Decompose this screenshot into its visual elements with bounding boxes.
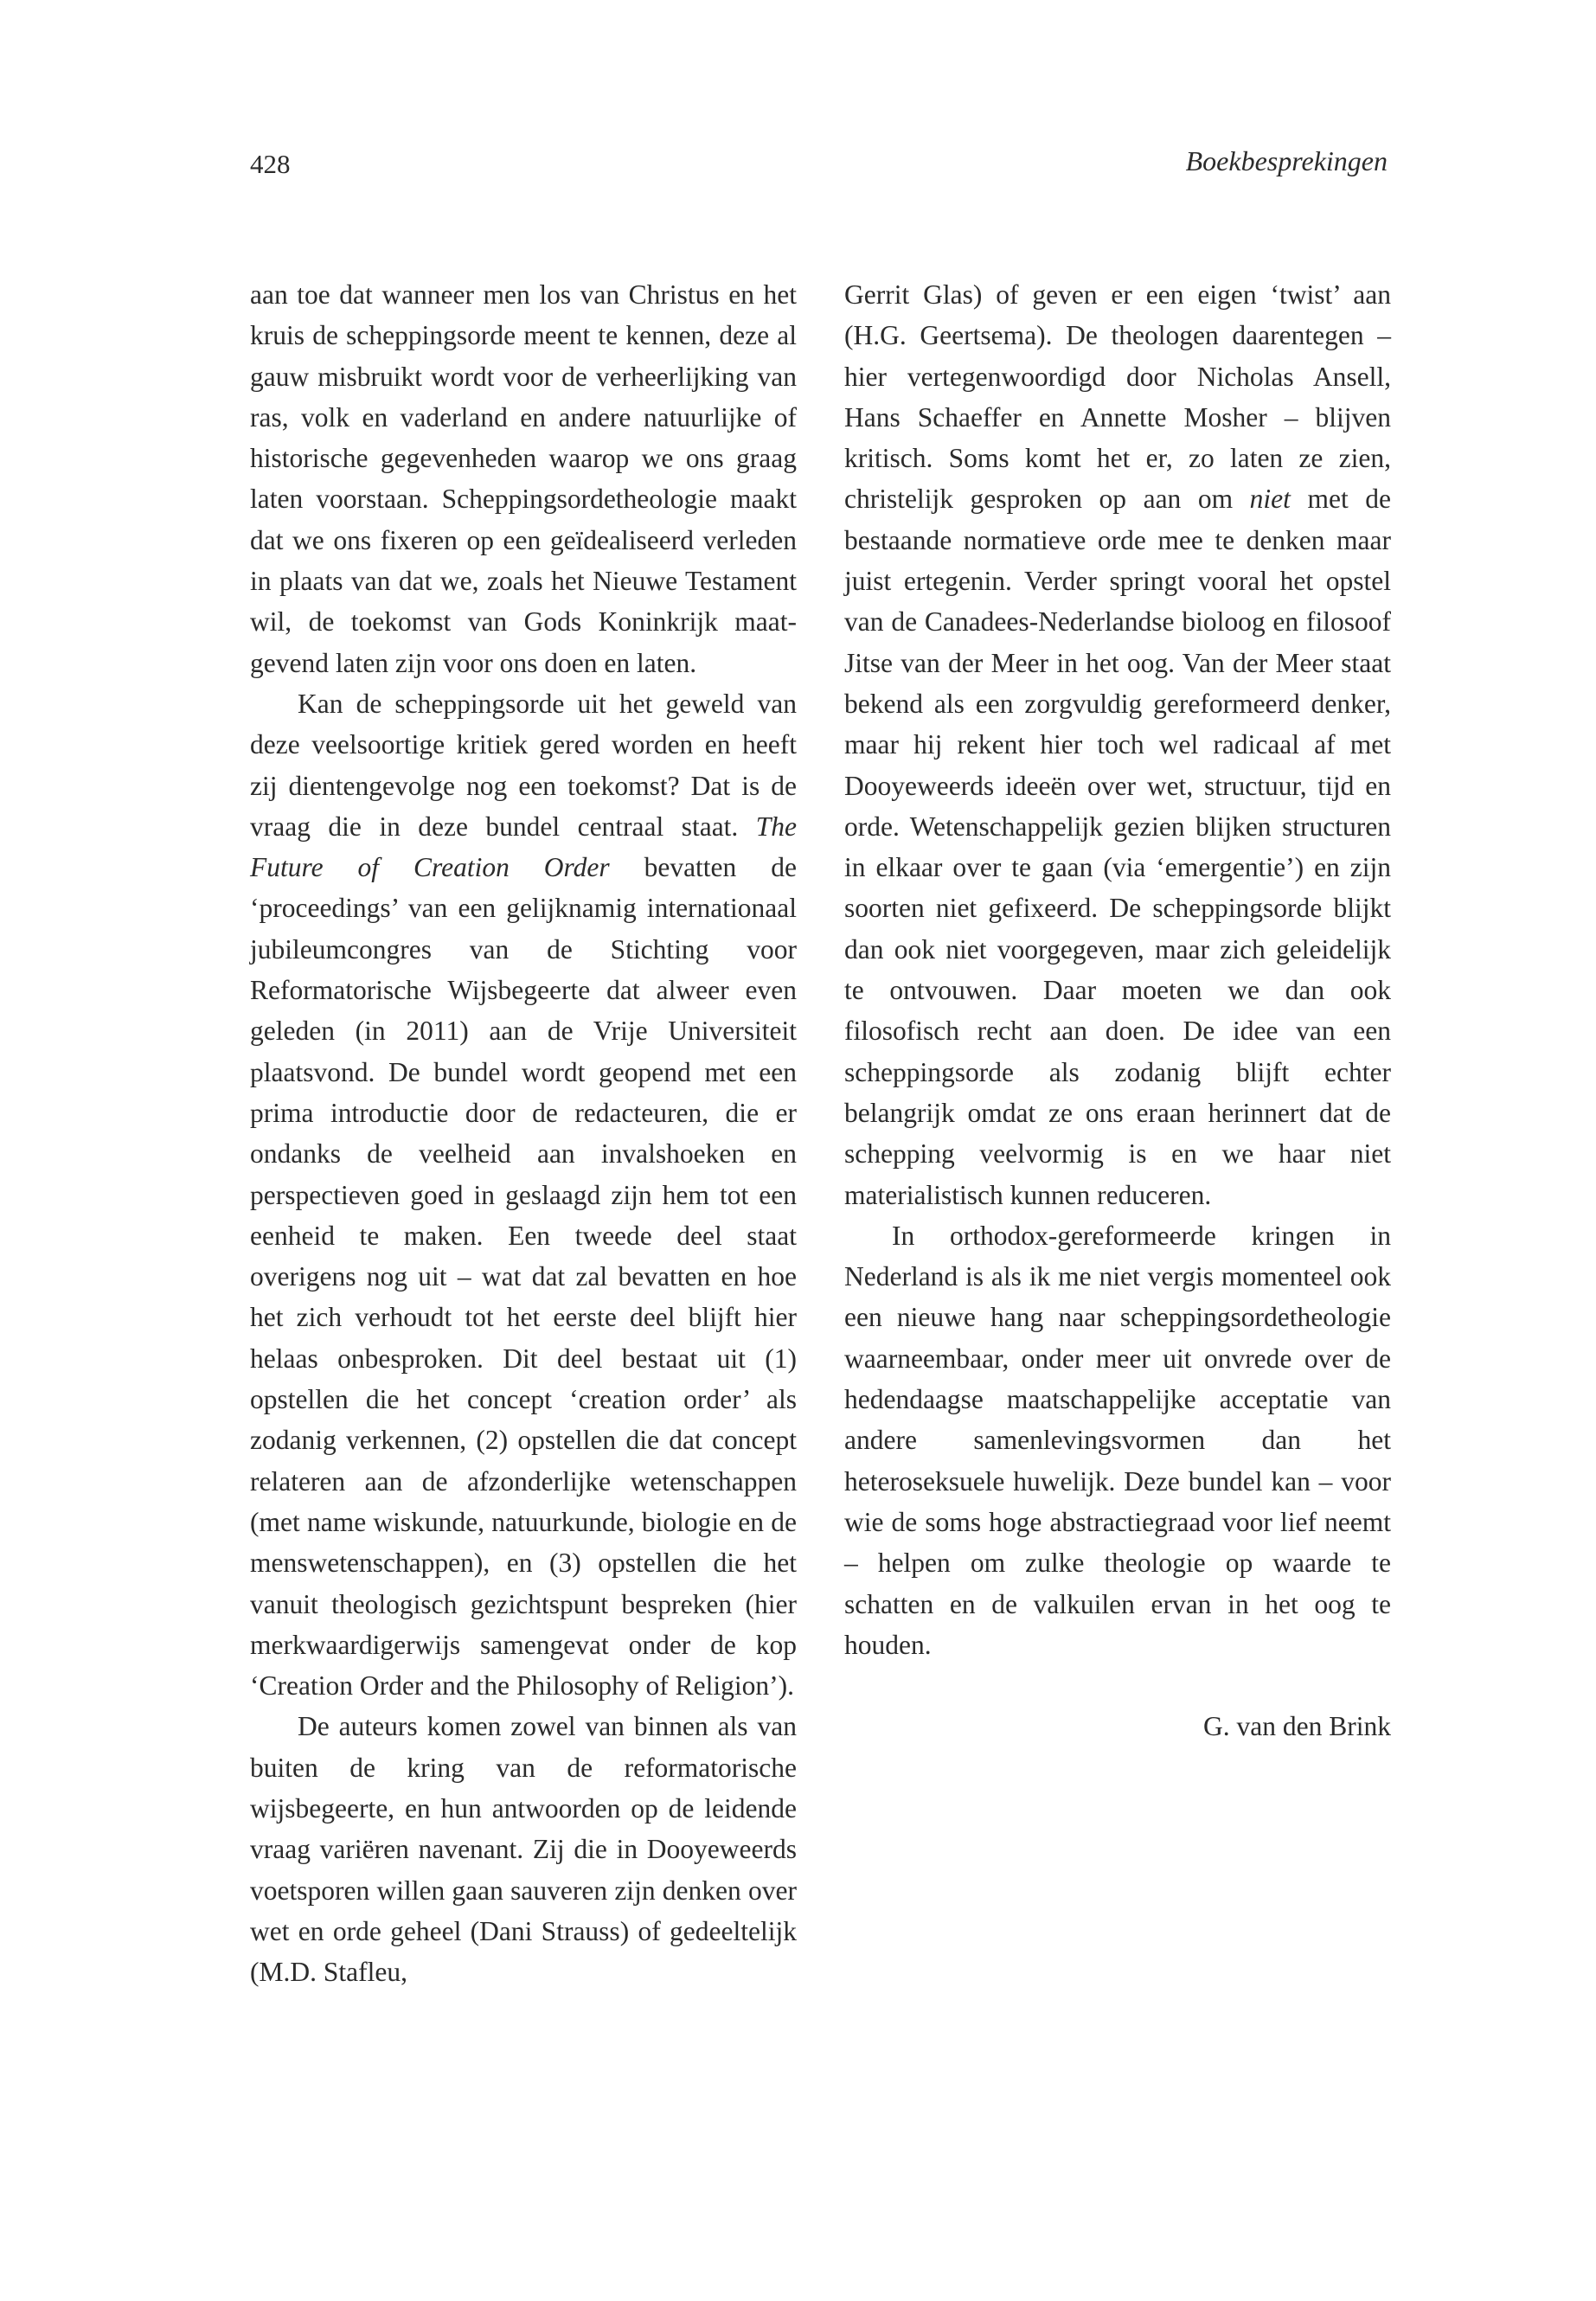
book-title: The Future of Creation Order — [250, 811, 797, 883]
paragraph: De auteurs komen zowel van binnen als van buiten de kring van de reformatorische wijsbegeerte, en hun antwoorden op de leidende vraag variëren navenant. Zij die in Dooyeweerds voetsporen willen gaan sauveren zijn denken over wet en orde geheel (Dani Strauss) of gedeeltelijk (M.D. Stafleu, — [250, 1711, 797, 1988]
paragraph — [844, 274, 1391, 1215]
text-run: Gerrit Glas) of geven er een eigen ‘twist’ aan (H.G. Geertsema). De theologen daarentegen – hier vertegenwoordigd door Nicholas Ansell, Hans Schaeffer en Annette Mosher – blijven kritisch. Soms komt het er, zo laten ze zien, christelijk gesproken op aan om — [844, 279, 1391, 515]
text-run: Kan de scheppingsorde uit het geweld van deze veelsoortige kritiek gered worden en heeft zij dientengevolge nog een toekomst? Dat is de vraag die in deze bundel centraal staat. — [250, 688, 797, 842]
paragraph — [250, 683, 797, 1706]
paragraph: aan toe dat wanneer men los van Christus en het kruis de scheppingsorde meent te kennen, deze al gauw misbruikt wordt voor de verheerlijking van ras, volk en vaderland en andere natuurlijke of historische gegevenheden waarop we ons graag laten voorstaan. Scheppingsordetheologie maakt dat we ons fixeren op een geïdealiseerd verleden in plaats van dat we, zoals het Nieuwe Testament wil, de toekomst van Gods Koninkrijk maatgevend laten zijn voor ons doen en laten. — [250, 279, 797, 678]
text-run: met de bestaande normatieve orde mee te denken maar juist ertegenin. Verder springt vooral het opstel van de Canadees-Nederlandse bioloog en filosoof Jitse van der Meer in het oog. Van der Meer staat bekend als een zorgvuldig gereformeerd denker, maar hij rekent hier toch wel radicaal af met Dooyeweerds ideeën over wet, structuur, tijd en orde. Wetenschappelijk gezien blijken structuren in elkaar over te gaan (via ‘emergentie’) en zijn soorten niet gefixeerd. De scheppingsorde blijkt dan ook niet voorgegeven, maar zich geleidelijk te ontvouwen. Daar moeten we dan ook filosofisch recht aan doen. De idee van een scheppingsorde als zodanig blijft echter belangrijk omdat ze ons eraan herinnert dat de schepping veelvormig is en we haar niet materialistisch kunnen reduceren. — [844, 484, 1391, 1210]
page-number: 428 — [250, 149, 291, 179]
right-column — [844, 274, 1391, 1747]
text-run: bevatten de ‘proceedings’ van een gelijknamig internationaal jubileumcongres van de Stichting voor Reformatorische Wijsbegeerte dat alweer even geleden (in 2011) aan de Vrije Universiteit plaatsvond. De bundel wordt geopend met een prima introductie door de redacteuren, die er ondanks de veelheid aan invalshoeken en perspectieven goed in geslaagd zijn hem tot een eenheid te maken. Een tweede deel staat overigens nog uit – wat dat zal bevatten en hoe het zich verhoudt tot het eerste deel blijft hier helaas onbesproken. Dit deel bestaat uit (1) opstellen die het concept ‘creation order’ als zodanig verkennen, (2) opstellen die dat concept relateren aan de afzonderlijke wetenschappen (met name wiskunde, natuurkunde, biologie en de menswetenschappen), en (3) opstellen die het vanuit theologisch gezichtspunt bespreken (hier merkwaardigerwijs samengevat onder de kop ‘Creation Order and the Philosophy of Religion’). — [250, 852, 797, 1702]
paragraph: In orthodox-gereformeerde kringen in Nederland is als ik me niet vergis momenteel ook een nieuwe hang naar scheppingsordetheologie waarneembaar, onder meer uit onvrede over de hedendaagse maatschappelijke acceptatie van andere samenlevingsvormen dan het heteroseksuele huwelijk. Deze bundel kan – voor wie de soms hoge abstractiegraad voor lief neemt – helpen om zulke theologie op waarde te schatten en de valkuilen ervan in het oog te houden. — [844, 1220, 1391, 1660]
reviewer-signature: G. van den Brink — [1203, 1711, 1391, 1742]
running-head: Boekbesprekingen — [1185, 145, 1388, 176]
left-column — [250, 274, 797, 1992]
emphasis: niet — [1249, 484, 1291, 515]
